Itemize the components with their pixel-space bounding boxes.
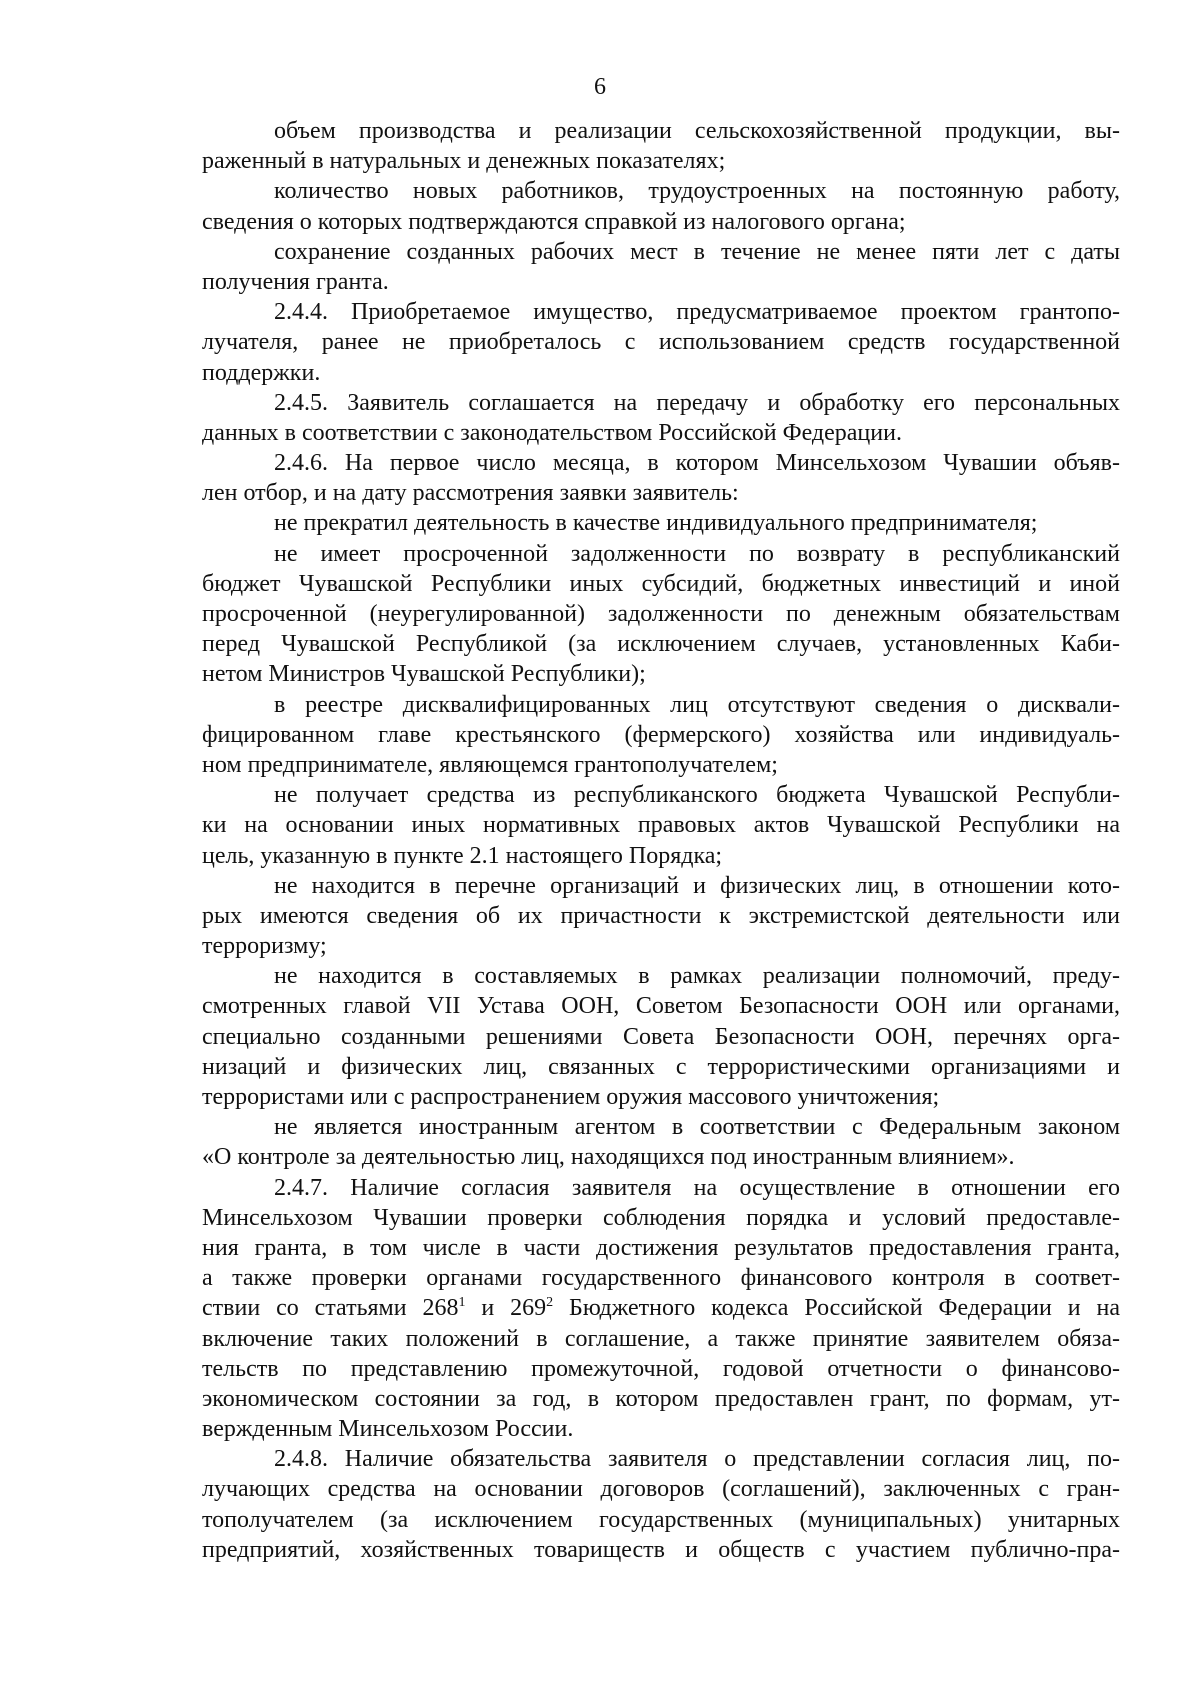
text-line: ном предпринимателе, являющемся грантополучателем; <box>202 751 778 778</box>
text-line: экономическом состоянии за год, в котором предоставлен грант, по формам, ут- <box>202 1385 1120 1412</box>
text-line: «О контроле за деятельностью лиц, находящихся под иностранным влиянием». <box>202 1144 1015 1171</box>
text-line: специально созданными решениями Совета Безопасности ООН, перечнях орга- <box>202 1023 1120 1050</box>
text-line: ки на основании иных нормативных правовых актов Чувашской Республики на <box>202 812 1120 839</box>
text-line: 2.4.5. Заявитель соглашается на передачу и обработку его персональных <box>274 389 1120 416</box>
document-body <box>202 116 1120 1565</box>
text-line: а также проверки органами государственного финансового контроля в соответ- <box>202 1265 1120 1292</box>
text-line: 2.4.6. На первое число месяца, в котором Минсельхозом Чувашии объяв- <box>274 450 1120 477</box>
text-line: не является иностранным агентом в соответствии с Федеральным законом <box>274 1114 1120 1141</box>
text-line <box>202 1293 1120 1323</box>
text-line: сохранение созданных рабочих мест в течение не менее пяти лет с даты <box>274 238 1120 265</box>
text-line: объем производства и реализации сельскохозяйственной продукции, вы- <box>274 118 1120 144</box>
text-line: сведения о которых подтверждаются справкой из налогового органа; <box>202 208 906 235</box>
text-line: 2.4.7. Наличие согласия заявителя на осуществление в отношении его <box>274 1174 1120 1201</box>
text-line: бюджет Чувашской Республики иных субсидий, бюджетных инвестиций и иной <box>202 570 1120 597</box>
text-line: низаций и физических лиц, связанных с террористическими организациями и <box>202 1053 1120 1080</box>
text-line: лен отбор, и на дату рассмотрения заявки заявитель: <box>202 480 739 507</box>
text-line: данных в соответствии с законодательством Российской Федерации. <box>202 419 902 446</box>
text-line: не получает средства из республиканского бюджета Чувашской Республи- <box>274 782 1120 809</box>
superscript: 2 <box>546 1295 554 1311</box>
text-line: получения гранта. <box>202 268 389 295</box>
text-line: рых имеются сведения об их причастности к экстремистской деятельности или <box>202 902 1120 929</box>
text-line: цель, указанную в пункте 2.1 настоящего Порядка; <box>202 842 723 869</box>
text-line: лучающих средства на основании договоров (соглашений), заключенных с гран- <box>202 1476 1120 1503</box>
text-line: поддержки. <box>202 359 321 386</box>
text-line: количество новых работников, трудоустроенных на постоянную работу, <box>274 178 1120 205</box>
text-line: тополучателем (за исключением государственных (муниципальных) унитарных <box>202 1506 1120 1533</box>
page-number: 6 <box>594 74 606 100</box>
text-line: Минсельхозом Чувашии проверки соблюдения порядка и условий предоставле- <box>202 1204 1120 1231</box>
text-segment: Бюджетного кодекса Российской Федерации и на <box>553 1295 1120 1322</box>
text-line: не находится в перечне организаций и физических лиц, в отношении кото- <box>274 872 1120 899</box>
text-line: нетом Министров Чувашской Республики); <box>202 661 646 688</box>
text-line: вержденным Минсельхозом России. <box>202 1416 574 1443</box>
text-line: 2.4.8. Наличие обязательства заявителя о представлении согласия лиц, по- <box>274 1446 1120 1473</box>
text-line: фицированном главе крестьянского (фермерского) хозяйства или индивидуаль- <box>202 721 1120 748</box>
text-line: тельств по представлению промежуточной, годовой отчетности о финансово- <box>202 1355 1120 1382</box>
text-line: включение таких положений в соглашение, а также принятие заявителем обяза- <box>202 1325 1120 1352</box>
text-line: терроризму; <box>202 933 327 960</box>
text-line: лучателя, ранее не приобреталось с использованием средств государственной <box>202 329 1120 356</box>
text-line: предприятий, хозяйственных товариществ и обществ с участием публично-пра- <box>202 1536 1120 1563</box>
text-line: перед Чувашской Республикой (за исключением случаев, установленных Каби- <box>202 631 1120 658</box>
text-segment: ствии со статьями 268 <box>202 1295 459 1322</box>
text-line: 2.4.4. Приобретаемое имущество, предусматриваемое проектом грантопо- <box>274 299 1120 326</box>
text-segment: и 269 <box>465 1295 547 1322</box>
text-line: в реестре дисквалифицированных лиц отсутствуют сведения о дисквали- <box>274 691 1120 718</box>
text-line: не находится в составляемых в рамках реализации полномочий, преду- <box>274 963 1120 990</box>
text-line: не прекратил деятельность в качестве индивидуального предпринимателя; <box>274 510 1038 537</box>
text-line: ния гранта, в том числе в части достижения результатов предоставления гранта, <box>202 1234 1120 1261</box>
superscript: 1 <box>458 1295 466 1311</box>
text-line: террористами или с распространением оружия массового уничтожения; <box>202 1084 940 1110</box>
text-line: не имеет просроченной задолженности по возврату в республиканский <box>274 540 1120 567</box>
text-line: раженный в натуральных и денежных показателях; <box>202 148 726 175</box>
text-line: смотренных главой VII Устава ООН, Советом Безопасности ООН или органами, <box>202 993 1120 1020</box>
text-line: просроченной (неурегулированной) задолженности по денежным обязательствам <box>202 601 1120 627</box>
